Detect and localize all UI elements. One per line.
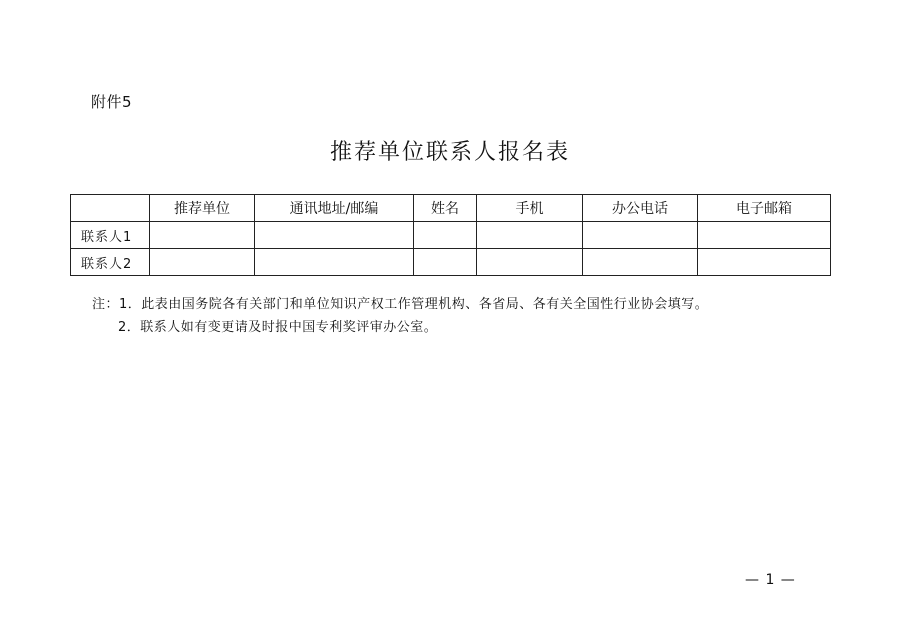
table-cell[interactable] (698, 249, 831, 276)
table-header-row (71, 195, 831, 222)
table-cell[interactable] (583, 222, 698, 249)
header-cell-address: 通讯地址/邮编 (255, 195, 414, 222)
contact-table (70, 194, 831, 276)
notes (92, 293, 708, 339)
page-title: 推荐单位联系人报名表 (329, 140, 570, 165)
table-cell[interactable] (583, 249, 698, 276)
table-cell[interactable] (150, 222, 255, 249)
header-cell-blank (71, 195, 150, 222)
row-label-contact-1: 联系人1 (71, 222, 150, 249)
table-cell[interactable] (414, 249, 477, 276)
table-cell[interactable] (150, 249, 255, 276)
table-cell[interactable] (414, 222, 477, 249)
header-cell-mobile: 手机 (477, 195, 583, 222)
table-cell[interactable] (477, 249, 583, 276)
table-cell[interactable] (477, 222, 583, 249)
attachment-label: 附件5 (91, 93, 133, 111)
table-row (71, 222, 831, 249)
note-1: 注：1．此表由国务院各有关部门和单位知识产权工作管理机构、各省局、各有关全国性行业协会填写。 (92, 297, 709, 312)
table-row (71, 249, 831, 276)
table-cell[interactable] (255, 222, 414, 249)
page-number: — 1 — (745, 572, 796, 588)
table-cell[interactable] (255, 249, 414, 276)
note-2: 2．联系人如有变更请及时报中国专利奖评审办公室。 (118, 320, 438, 335)
header-cell-recommending-unit: 推荐单位 (150, 195, 255, 222)
header-cell-email: 电子邮箱 (698, 195, 831, 222)
header-cell-office-phone: 办公电话 (583, 195, 698, 222)
row-label-contact-2: 联系人2 (71, 249, 150, 276)
table-cell[interactable] (698, 222, 831, 249)
header-cell-name: 姓名 (414, 195, 477, 222)
